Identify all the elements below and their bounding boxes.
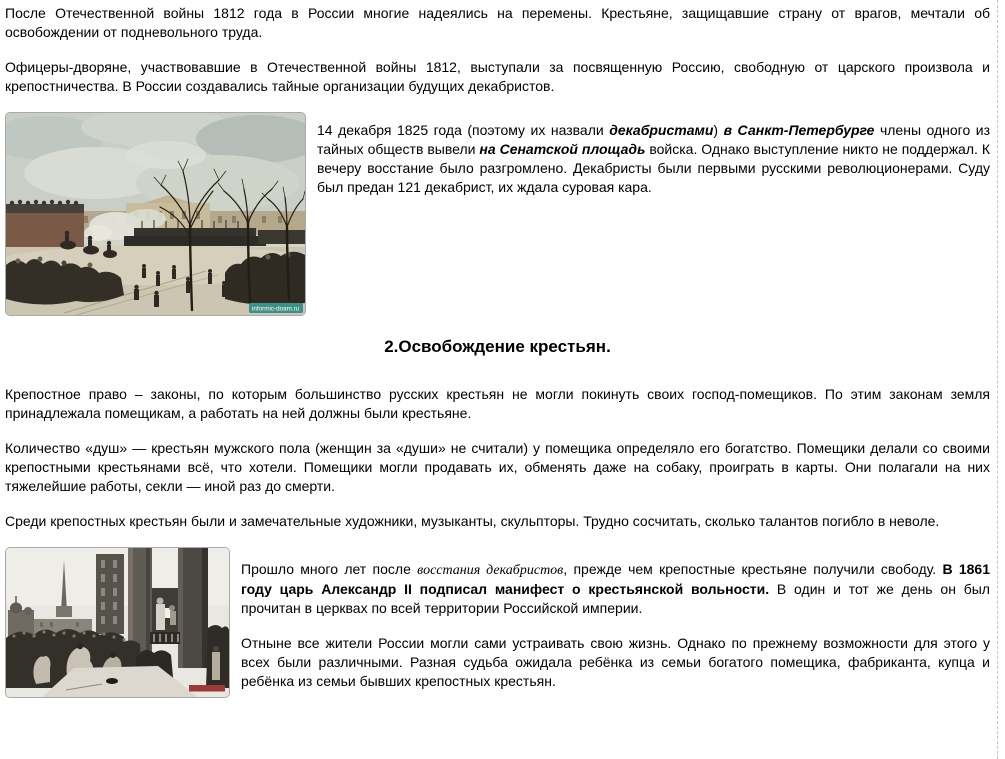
senate-square-uprising-painting[interactable] — [5, 112, 306, 316]
text-segment: декабристами — [609, 122, 714, 138]
tall-building — [96, 554, 124, 634]
paragraph-new-life: Отныне все жители России могли сами устраивать свою жизнь. Однако по прежнему возможности для этого у всех были различными. Разная судьба ожидала ребёнка из семьи богатого помещика, фабриканта, купца и ребёнка из семьи бывших крепостных крестьян. — [241, 635, 990, 689]
paragraph-officers-nobles: Офицеры-дворяне, участвовавшие в Отечественной войны 1812, выступали за посвященную Россию, свободную от царского произвола и крепостничества. В России создавались тайные организации будущих декабристов. — [5, 59, 990, 94]
manifesto-text-column — [241, 547, 990, 691]
manifesto-reading-engraving[interactable] — [5, 547, 230, 698]
text-segment: , прежде чем крепостные крестьяне получили свободу. — [563, 561, 943, 577]
watermark-badge — [249, 303, 303, 313]
watermark-strip — [189, 685, 225, 692]
senate-square-painting-illustration — [6, 113, 305, 315]
text-segment: 14 декабря 1825 года (поэтому их назвали — [317, 122, 610, 138]
paragraph-serfdom-law: Крепостное право – законы, по которым большинство русских крестьян не могли покинуть своих господ-помещиков. По этим законам земля принадлежала помещикам, а работать на ней должны были крестьяне. — [5, 386, 990, 421]
text-segment: восстания декабристов — [417, 563, 564, 578]
paragraph-manifesto-1861 — [241, 560, 990, 618]
right-crowd — [206, 625, 229, 688]
paragraph-after-war-1812: После Отечественной войны 1812 года в России многие надеялись на перемены. Крестьяне, защищавшие страну от врагов, мечтали об освобождении от подневольного труда. — [5, 5, 990, 40]
paragraph-souls-count: Количество «душ» — крестьян мужского пола (женщин за «души» не считали) у помещика определяло его богатство. Помещики делали со своими крепостными крестьянами всё, что хотели. Помещики могли продавать их, обменять даже на собаку, проиграть в карты. Они полагали на них тяжелейшие работы, секли — иной раз до смерти. — [5, 440, 990, 494]
page-boundary-dashed-line — [997, 0, 998, 759]
section-heading-liberation: 2.Освобождение крестьян. — [384, 337, 611, 356]
paragraph-uprising-1825 — [317, 112, 990, 197]
text-segment: Прошло много лет после — [241, 561, 418, 577]
text-segment: ) — [713, 122, 724, 138]
text-segment: члены одного из тайных обществ вывели — [317, 122, 990, 157]
manifesto-engraving-illustration — [6, 548, 229, 697]
text-segment: войска. Однако выступление никто не поддержал. К вечеру восстание было разгромлено. Декабристы были первыми русскими революционерами. Суду был предан 121 декабрист, их ждала суровая кара. — [317, 141, 991, 195]
balcony-reader — [150, 588, 180, 644]
section-decembrist-uprising — [5, 112, 990, 316]
section-manifesto — [5, 547, 990, 698]
text-segment: В один и тот же день он был прочитан в церквах по всей территории Российской империи. — [241, 581, 990, 616]
paragraph-serf-talents: Среди крепостных крестьян были и замечательные художники, музыканты, скульпторы. Трудно сосчитать, сколько талантов погибло в неволе. — [5, 513, 940, 529]
watermark-label: informic-doam.ru — [252, 305, 300, 313]
text-segment: в Санкт-Петербурге — [723, 122, 875, 138]
text-segment: В 1861 году царь Александр II подписал манифест о крестьянской вольности. — [241, 561, 990, 597]
text-segment: на Сенатской площадь — [479, 141, 646, 157]
